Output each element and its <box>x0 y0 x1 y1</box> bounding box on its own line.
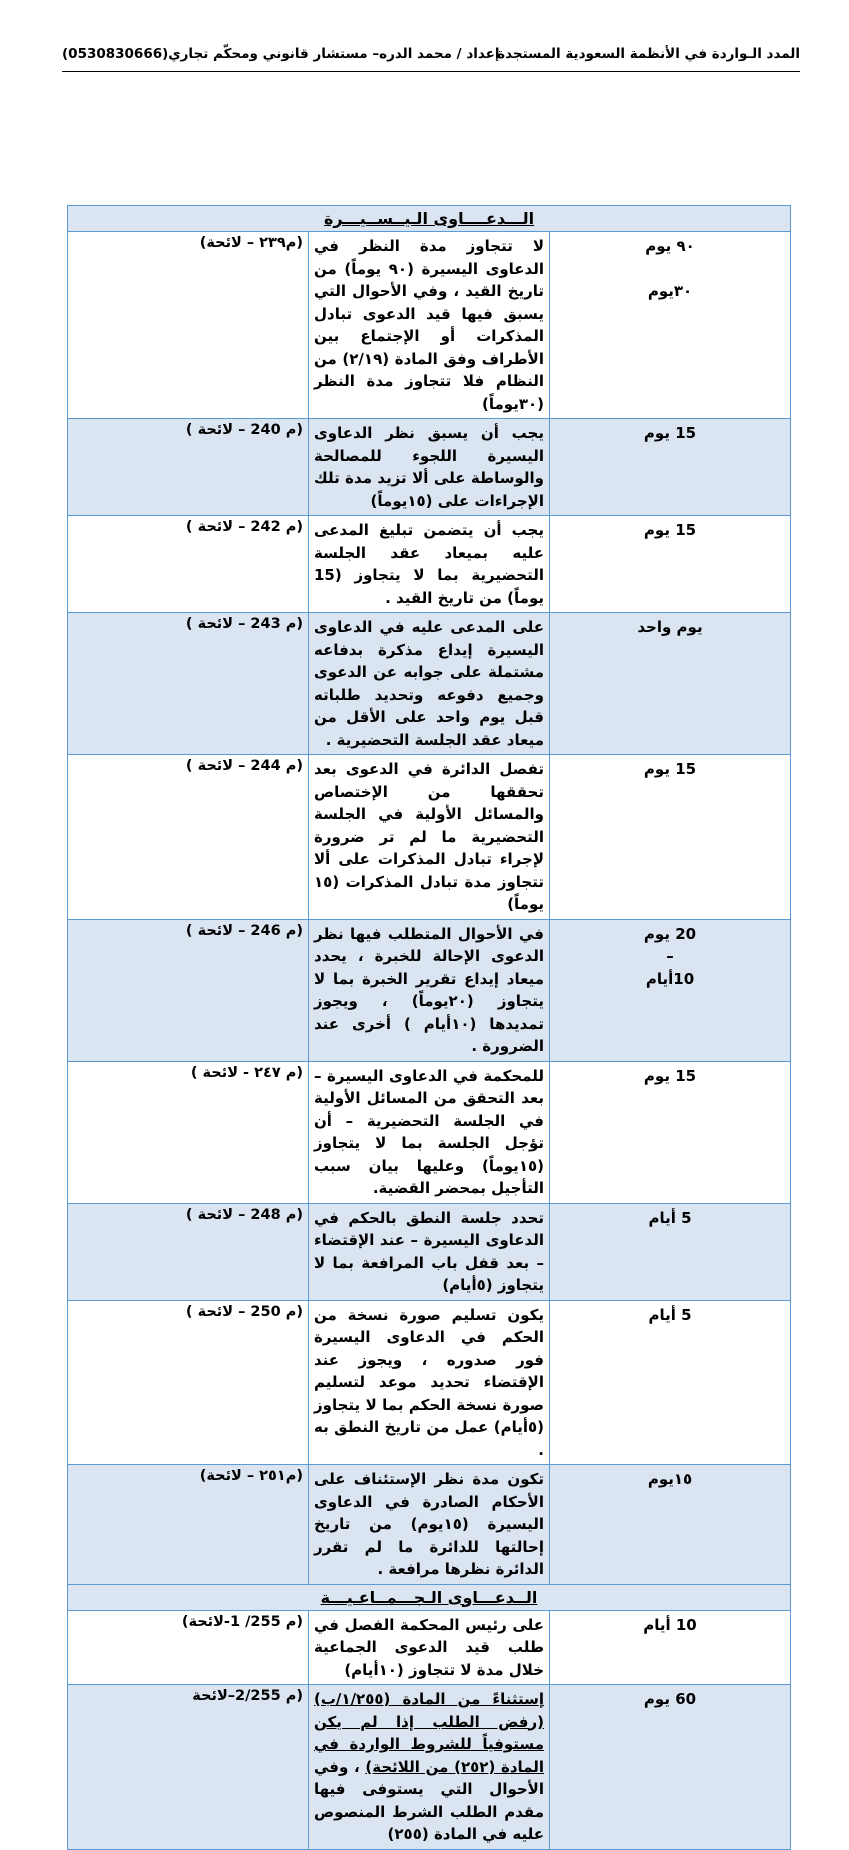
article-reference: (م 2/255–لائحة <box>68 1685 309 1850</box>
duration-cell <box>550 1061 791 1203</box>
provision-text: على المدعى عليه في الدعاوى اليسيرة إيداع مذكرة بدفاعه مشتملة على جوابه عن الدعوى وجميع دفوعه وتحديد طلباته قبل يوم واحد على الأقل من ميعاد عقد الجلسة التحضيرية . <box>309 613 550 755</box>
duration-value: 15 يوم <box>643 1066 697 1085</box>
duration-cell <box>550 1685 791 1850</box>
section-title: الـــدعــــاوى الـيــســيـــرة <box>323 209 535 228</box>
provision-text: يجب أن يتضمن تبليغ المدعى عليه بميعاد عقد الجلسة التحضيرية بما لا يتجاوز (15 يوماً) من تاريخ القيد . <box>309 516 550 613</box>
duration-value: ٩٠ يوم <box>645 237 695 255</box>
duration-value: 10 أيام <box>643 1615 697 1634</box>
provision-text <box>309 1685 550 1850</box>
duration-value: 60 يوم <box>643 1690 697 1708</box>
provision-text: لا تتجاوز مدة النظر في الدعاوى اليسيرة (٩٠ يوماً) من تاريخ القيد ، وفي الأحوال التي يسبق فيها قيد الدعوى تبادل المذكرات أو الإجتماع بين الأطراف وفق المادة (٢/١٩) من النظام فلا تتجاوز مدة النظر (٣٠يوماً) <box>309 232 550 419</box>
duration-value: 20 يوم <box>643 924 697 943</box>
author-line: إعداد / محمد الدره– مستشار قانوني ومحكّم تجاري(0530830666) <box>62 46 500 62</box>
section-header-simple <box>68 206 791 232</box>
table-row <box>68 755 791 920</box>
table-row <box>68 419 791 516</box>
duration-value: ١٥يوم <box>647 1470 693 1488</box>
provision-text: على رئيس المحكمة الفصل في طلب قيد الدعوى الجماعية خلال مدة لا تتجاوز (١٠أيام) <box>309 1610 550 1685</box>
header-rule <box>62 71 800 72</box>
duration-value: 15 يوم <box>643 521 697 539</box>
table-row <box>68 1685 791 1850</box>
duration-value: 5 أيام <box>648 1305 692 1324</box>
table-row <box>68 1203 791 1300</box>
section-header-collective <box>68 1584 791 1610</box>
duration-cell <box>550 919 791 1061</box>
duration-value: ٣٠يوم <box>647 282 693 300</box>
table-row <box>68 1465 791 1585</box>
table-row <box>68 516 791 613</box>
duration-cell <box>550 613 791 755</box>
duration-value: يوم واحد <box>637 618 703 636</box>
provision-text: للمحكمة في الدعاوى اليسيرة – بعد التحقق من المسائل الأولية في الجلسة التحضيرية – أن تؤجل الجلسة بما لا يتجاوز (١٥يوماً) وعليها بيان سبب التأجيل بمحضر القضية. <box>309 1061 550 1203</box>
duration-cell <box>550 516 791 613</box>
duration-value: 5 أيام <box>648 1208 692 1227</box>
provision-text: تكون مدة نظر الإستئناف على الأحكام الصادرة في الدعاوى اليسيرة (١٥يوم) من تاريخ إحالتها للدائرة ما لم تقرر الدائرة نظرها مرافعة . <box>309 1465 550 1585</box>
section-title: الــدعـــاوى الـجـــمــاعـيـــة <box>320 1587 538 1607</box>
article-reference: (م ٢٤٧ - لائحة ) <box>68 1061 309 1203</box>
table-row <box>68 1610 791 1685</box>
duration-value <box>555 258 785 281</box>
duration-value: 15 يوم <box>643 424 697 442</box>
article-reference: (م 250 – لائحة ) <box>68 1300 309 1465</box>
provision-text-underlined: إستثناءً من المادة (١/٢٥٥/ب) (رفض الطلب إذا لم يكن مستوفياً للشروط الواردة في المادة (٢٥٢) من اللائحة) <box>314 1690 544 1776</box>
article-reference: (م 242 – لائحة ) <box>68 516 309 613</box>
article-reference: (م 240 – لائحة ) <box>68 419 309 516</box>
duration-cell <box>550 755 791 920</box>
table-row <box>68 613 791 755</box>
provision-text: في الأحوال المتطلب فيها نظر الدعوى الإحالة للخبرة ، يحدد ميعاد إيداع تقرير الخبرة بما لا يتجاوز (٢٠يوماً) ، ويجوز تمديدها (١٠أيام ) أخرى عند الضرورة . <box>309 919 550 1061</box>
table-row <box>68 1061 791 1203</box>
article-reference: (م 244 – لائحة ) <box>68 755 309 920</box>
provision-text: يجب أن يسبق نظر الدعاوى اليسيرة اللجوء للمصالحة والوساطة على ألا تزيد مدة تلك الإجراءات على (١٥يوماً) <box>309 419 550 516</box>
duration-value: 10أيام <box>645 969 695 988</box>
table-row <box>68 232 791 419</box>
duration-value: – <box>666 947 674 965</box>
durations-table <box>67 205 791 1850</box>
article-reference: (م٢٥١ – لائحة) <box>68 1465 309 1585</box>
provision-text-rest: ، وفي الأحوال التي يستوفى فيها مقدم الطلب الشرط المنصوص عليه في المادة (٢٥٥) <box>314 1757 544 1843</box>
provision-text: تفصل الدائرة في الدعوى بعد تحققها من الإختصاص والمسائل الأولية في الجلسة التحضيرية ما لم تر ضرورة لإجراء تبادل المذكرات على ألا تتجاوز مدة تبادل المذكرات (١٥ يوماً) <box>309 755 550 920</box>
table-row <box>68 1300 791 1465</box>
duration-value: 15 يوم <box>643 760 697 778</box>
table-row <box>68 919 791 1061</box>
duration-cell <box>550 1465 791 1585</box>
duration-cell <box>550 1610 791 1685</box>
document-title: المدد الـواردة في الأنظمة السعودية المستجدة <box>497 46 800 62</box>
provision-text: يكون تسليم صورة نسخة من الحكم في الدعاوى اليسيرة فور صدوره ، ويجوز عند الإقتضاء تحديد موعد لتسليم صورة نسخة الحكم بما لا يتجاوز (٥أيام) عمل من تاريخ النطق به . <box>309 1300 550 1465</box>
article-reference: (م 246 – لائحة ) <box>68 919 309 1061</box>
article-reference: (م٢٣٩ – لائحة) <box>68 232 309 419</box>
duration-cell <box>550 1203 791 1300</box>
duration-cell <box>550 232 791 419</box>
article-reference: (م 255/ 1-لائحة) <box>68 1610 309 1685</box>
duration-cell <box>550 1300 791 1465</box>
article-reference: (م 248 – لائحة ) <box>68 1203 309 1300</box>
provision-text: تحدد جلسة النطق بالحكم في الدعاوى اليسيرة – عند الإقتضاء – بعد قفل باب المرافعة بما لا يتجاوز (٥أيام) <box>309 1203 550 1300</box>
page-header <box>62 44 800 70</box>
duration-cell <box>550 419 791 516</box>
article-reference: (م 243 – لائحة ) <box>68 613 309 755</box>
